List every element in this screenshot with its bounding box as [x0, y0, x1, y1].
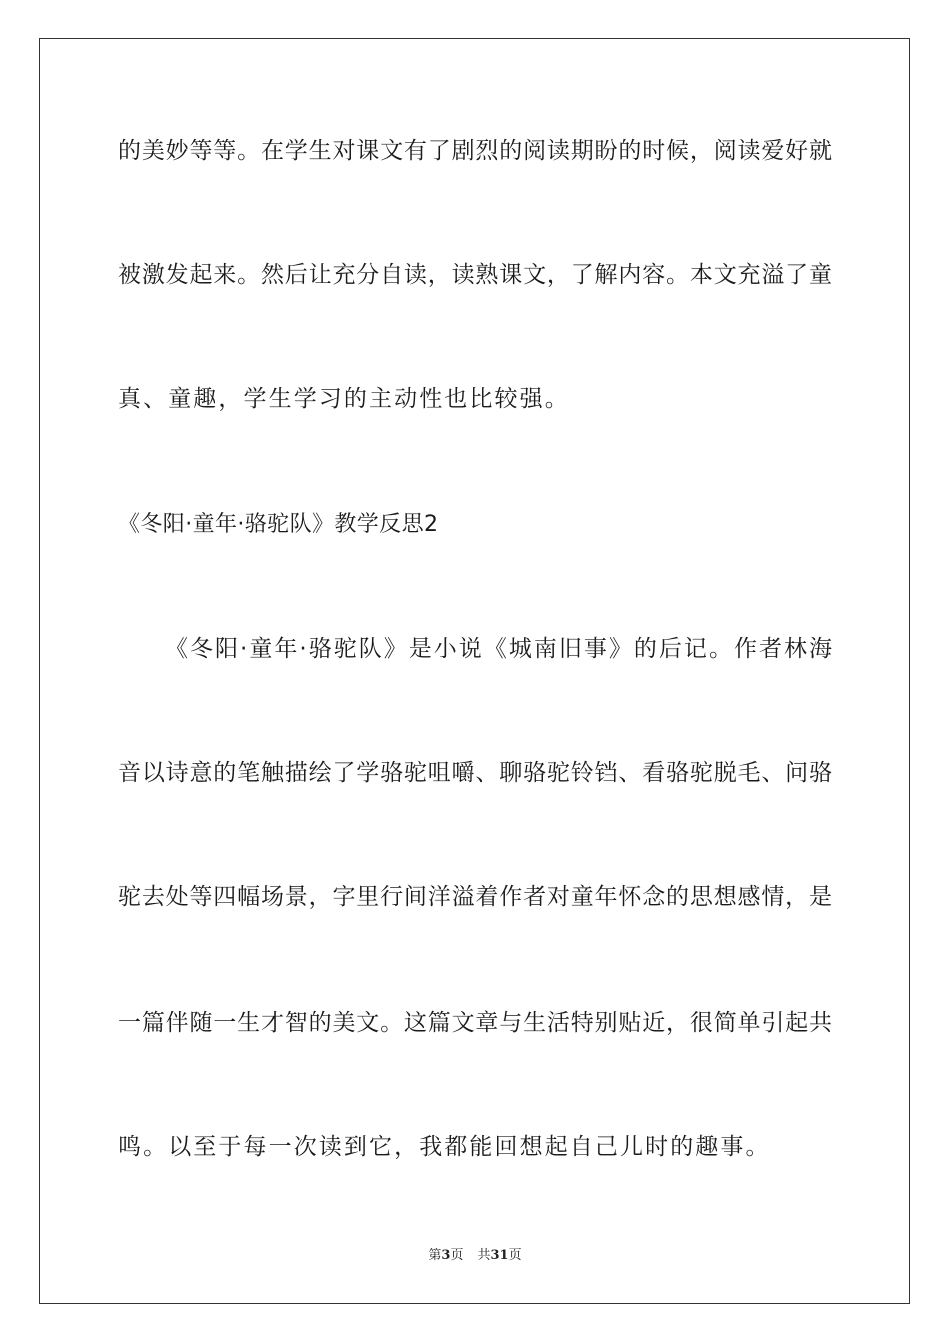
- body-line-2: 被激发起来。然后让充分自读，读熟课文，了解内容。本文充溢了童: [118, 262, 832, 288]
- page-footer: [0, 1248, 950, 1264]
- footer-page-suffix: 页: [450, 1248, 464, 1263]
- body-line-3: 真、童趣，学生学习的主动性也比较强。: [118, 386, 570, 412]
- paragraph2-line-1: 《冬阳·童年·骆驼队》是小说《城南旧事》的后记。作者林海: [165, 636, 832, 662]
- footer-total-pages: 31: [490, 1248, 509, 1263]
- footer-total-prefix: 共: [477, 1248, 491, 1263]
- body-line-1: 的美妙等等。在学生对课文有了剧烈的阅读期盼的时候，阅读爱好就: [118, 138, 832, 164]
- paragraph2-line-4: 一篇伴随一生才智的美文。这篇文章与生活特别贴近，很简单引起共: [118, 1010, 832, 1036]
- footer-page-prefix: 第: [428, 1248, 442, 1263]
- footer-total-suffix: 页: [508, 1248, 522, 1263]
- paragraph2-line-5: 鸣。以至于每一次读到它，我都能回想起自己儿时的趣事。: [118, 1134, 771, 1160]
- section-heading: 《冬阳·童年·骆驼队》教学反思2: [118, 512, 439, 537]
- paragraph2-line-2: 音以诗意的笔触描绘了学骆驼咀嚼、聊骆驼铃铛、看骆驼脱毛、问骆: [118, 760, 832, 786]
- paragraph2-line-3: 驼去处等四幅场景，字里行间洋溢着作者对童年怀念的思想感情，是: [118, 884, 832, 910]
- page-border: [39, 38, 910, 1304]
- footer-page-number: 3: [441, 1248, 451, 1263]
